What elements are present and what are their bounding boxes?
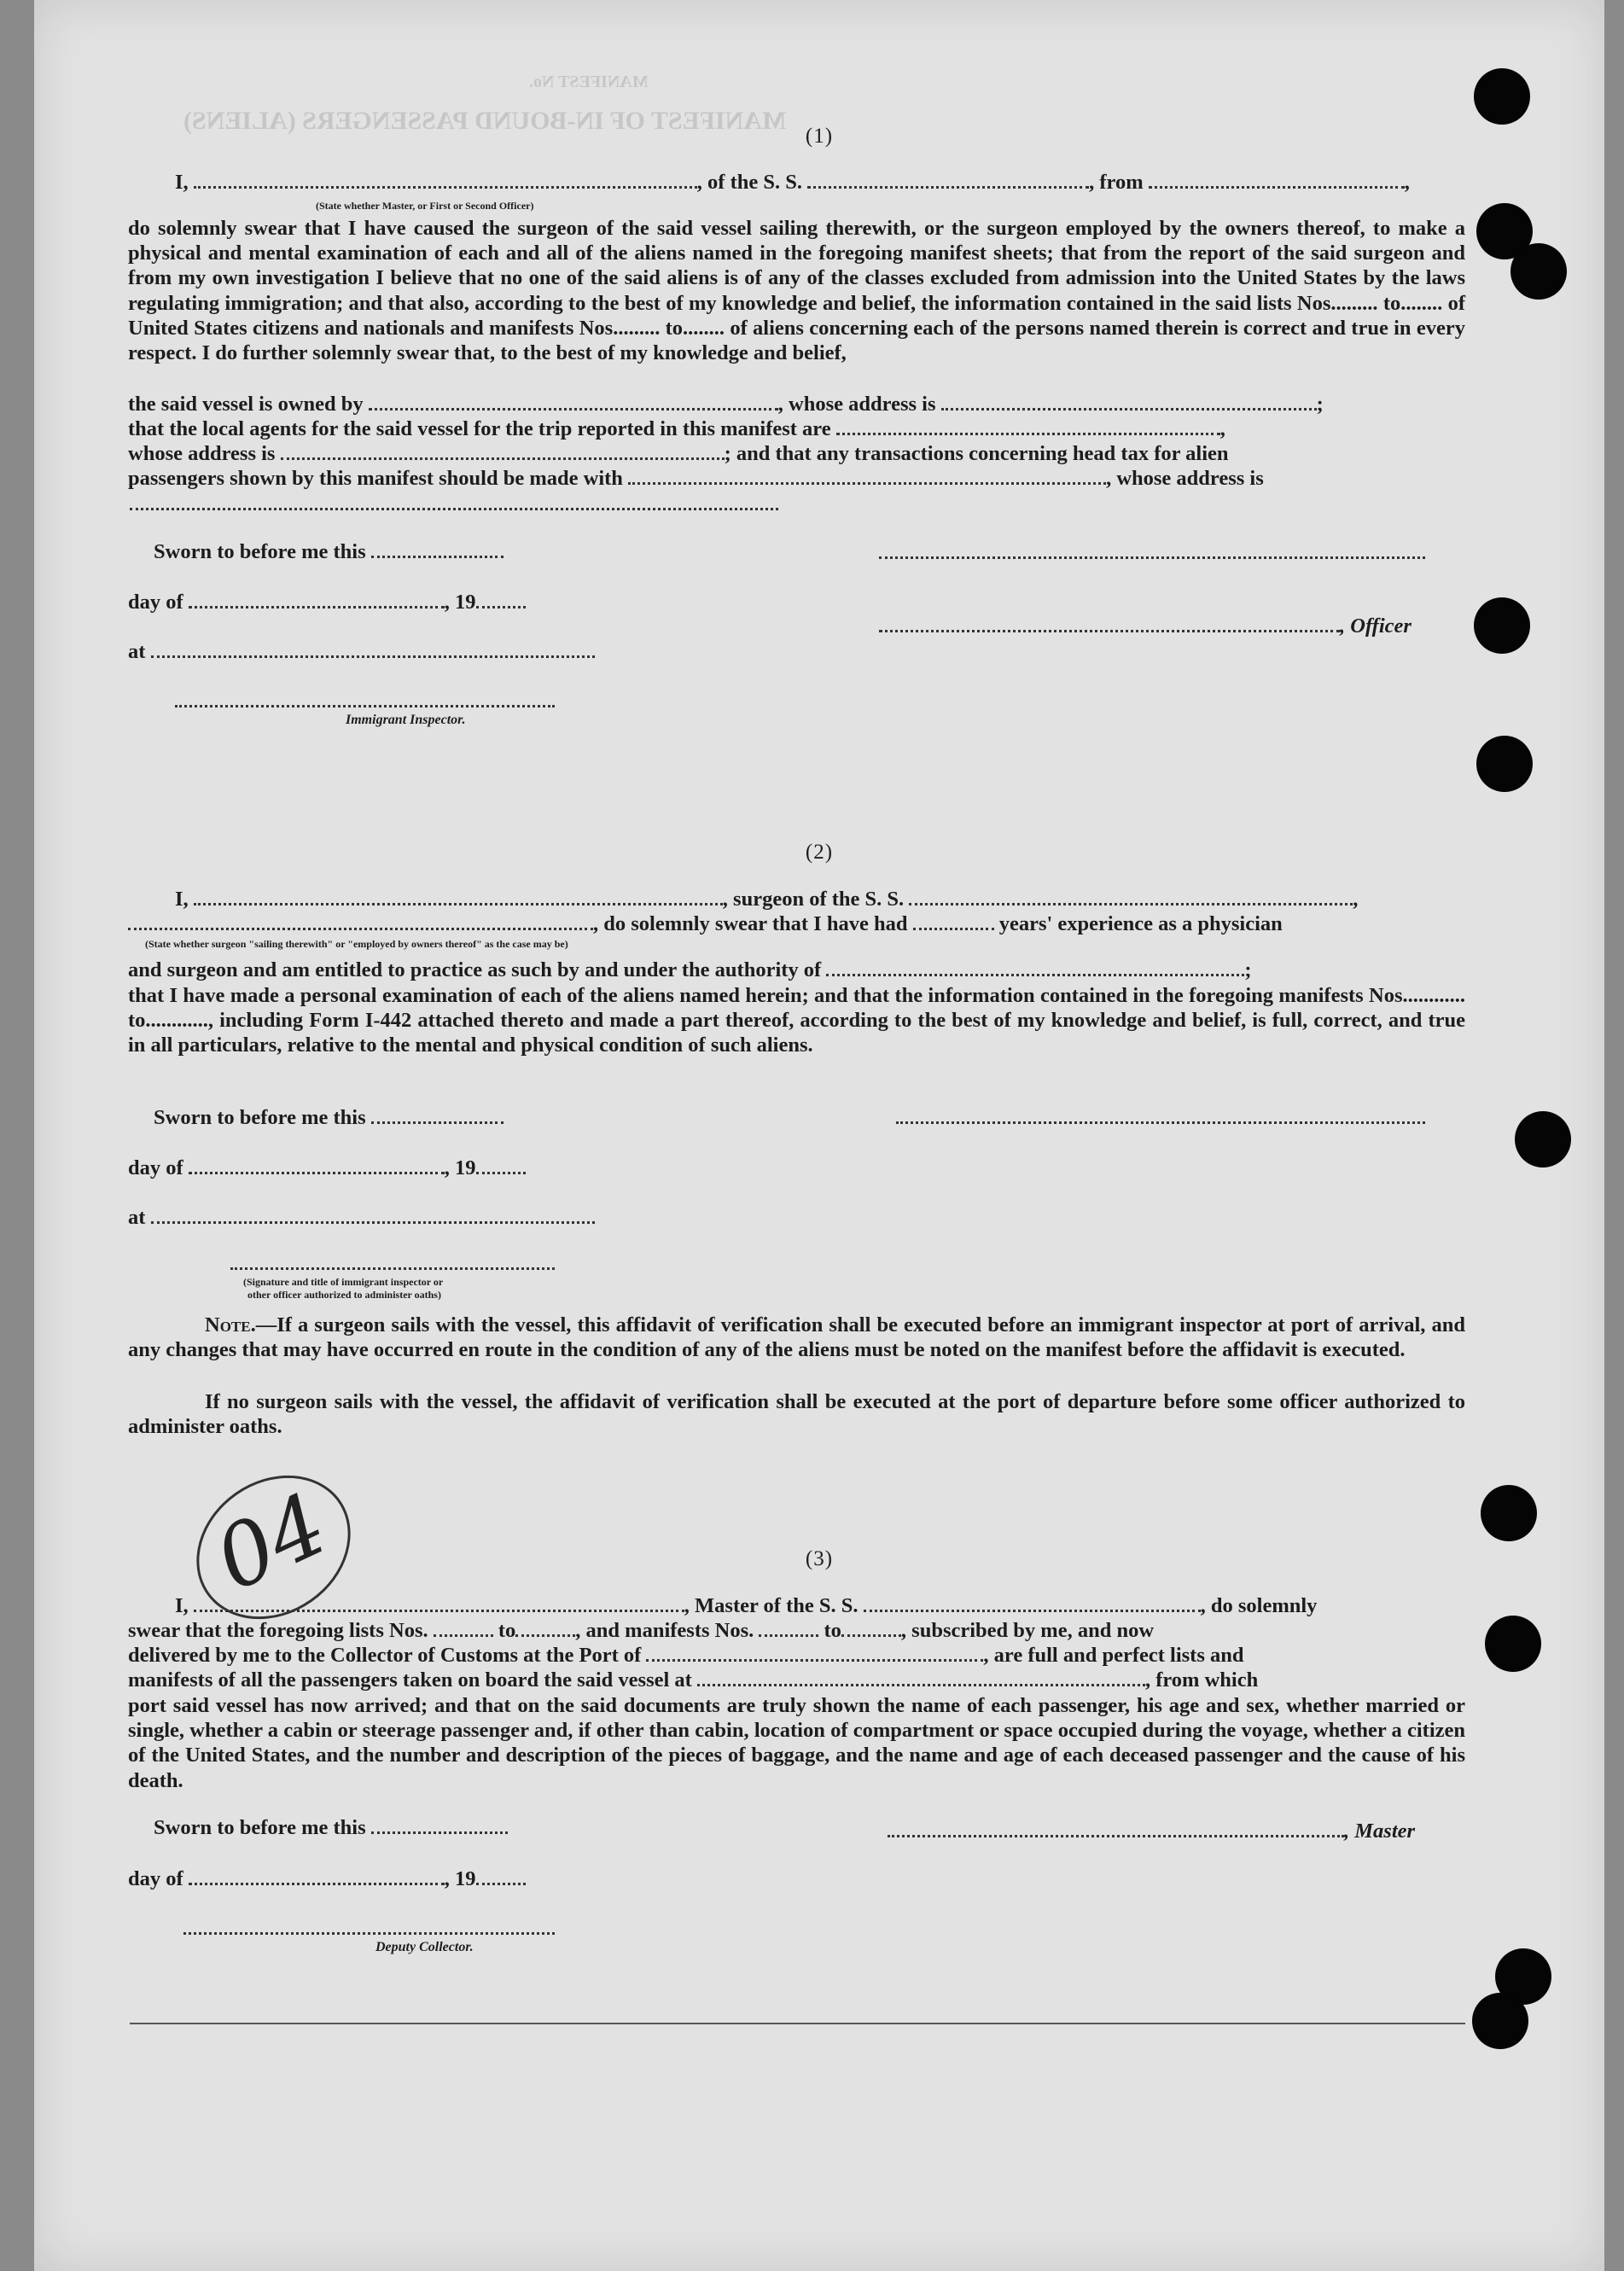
punch-hole xyxy=(1474,597,1530,654)
s2-day: day of , 19 xyxy=(128,1156,526,1180)
s1-inspector-sig xyxy=(175,705,555,708)
punch-hole xyxy=(1474,68,1530,125)
s1-line1: I, , of the S. S. , from , xyxy=(175,171,1410,194)
s2-sig-note-1: (Signature and title of immigrant inspector or xyxy=(243,1276,444,1288)
bottom-rule xyxy=(130,2023,1465,2024)
punch-hole xyxy=(1476,736,1533,792)
s1-address-blank xyxy=(130,508,778,510)
s3-sworn: Sworn to before me this xyxy=(154,1816,508,1840)
s2-authority-line: and surgeon and am entitled to practice as such by and under the authority of ; xyxy=(128,958,1252,981)
punch-hole xyxy=(1472,1993,1528,2049)
s3-collector-label: Deputy Collector. xyxy=(375,1940,474,1954)
manifest-reverse-page xyxy=(34,0,1604,2271)
s1-day: day of , 19 xyxy=(128,591,526,614)
s3-line1: I, , Master of the S. S. , do solemnly xyxy=(175,1594,1318,1617)
s1-passengers-line: passengers shown by this manifest should be made with , whose address is xyxy=(128,467,1264,490)
s2-line1: I, , surgeon of the S. S. , xyxy=(175,888,1359,911)
s2-line2: , do solemnly swear that I have had years' experience as a physician xyxy=(128,912,1283,936)
s1-agents-line: that the local agents for the said vessel for the trip reported in this manifest are , xyxy=(128,417,1225,440)
s2-paragraph: that I have made a personal examination of each of the aliens named herein; and that the information contained in the foregoing manifests Nos............ to............, including Form I-442 attached thereto and made a part thereof, according to the best of my knowledge and belief, is full, correct, and true in all particulars, relative to the mental and physical condition of such aliens. xyxy=(128,984,1465,1057)
s1-sig-line-top xyxy=(879,556,1425,559)
punch-hole xyxy=(1485,1616,1541,1672)
s3-line4: manifests of all the passengers taken on board the said vessel at , from which xyxy=(128,1668,1259,1692)
s1-officer-sig: , Officer xyxy=(879,614,1412,638)
punch-hole xyxy=(1515,1111,1571,1168)
s3-paragraph: port said vessel has now arrived; and that on the said documents are truly shown the name of each passenger, his age and sex, whether married or single, whether a cabin or steerage passenger and, if other than cabin, location of compartment or space occupied during the voyage, whether a citizen of the United States, and the number and description of the pieces of baggage, and the name and age of each deceased passenger and the cause of his death. xyxy=(128,1694,1465,1792)
s1-inspector-label: Immigrant Inspector. xyxy=(346,713,466,727)
s2-sworn: Sworn to before me this xyxy=(154,1106,503,1130)
handwritten-circled-number: 04 xyxy=(169,1446,379,1648)
s2-sig-line xyxy=(896,1121,1425,1124)
s3-day: day of , 19 xyxy=(128,1867,526,1891)
bleed-through-title: MANIFEST OF IN-BOUND PASSENGERS (ALIENS) xyxy=(183,107,787,135)
punch-hole xyxy=(1481,1485,1537,1541)
s1-paragraph: do solemnly swear that I have caused the surgeon of the said vessel sailing therewith, or the surgeon employed by the owners thereof, to make a physical and mental examination of each and all of the aliens named in the foregoing manifest sheets; that from the report of the said surgeon and from my own investigation I believe that no one of the said aliens is of any of the classes excluded from admission into the United States by the laws regulating immigration; and that also, according to the best of my knowledge and belief, the information contained in the said lists Nos......... to........ of United States citizens and nationals and manifests Nos......... to........ of aliens concerning each of the persons named therein is correct and true in every respect. I do further solemnly swear that, to the best of my knowledge and belief, xyxy=(128,217,1465,365)
s1-sworn: Sworn to before me this xyxy=(154,540,503,564)
s1-whose-line: whose address is ; and that any transactions concerning head tax for alien xyxy=(128,442,1229,465)
s2-sig-note-2: other officer authorized to administer oaths) xyxy=(247,1289,441,1301)
s2-surgeon-note: (State whether surgeon "sailing therewith" or "employed by owners thereof" as the case may be) xyxy=(145,938,568,950)
s1-at: at xyxy=(128,640,595,664)
bleed-through-top: MANIFEST No. xyxy=(529,73,649,91)
s2-at: at xyxy=(128,1206,595,1230)
s1-officer-note: (State whether Master, or First or Second Officer) xyxy=(316,200,534,212)
punch-hole xyxy=(1510,243,1567,300)
section-2-number: (2) xyxy=(805,841,834,864)
s3-collector-sig xyxy=(183,1932,555,1935)
s2-inspector-sig xyxy=(230,1267,555,1270)
s2-note-2: If no surgeon sails with the vessel, the affidavit of verification shall be executed at the port of departure before some officer authorized to administer oaths. xyxy=(128,1390,1465,1439)
s3-line2: swear that the foregoing lists Nos. to , and manifests Nos. to , subscribed by me, and now xyxy=(128,1619,1155,1642)
section-1-number: (1) xyxy=(805,125,834,148)
s3-line3: delivered by me to the Collector of Customs at the Port of , are full and perfect lists and xyxy=(128,1644,1244,1667)
s3-master-sig: , Master xyxy=(888,1820,1415,1843)
section-3-number: (3) xyxy=(805,1547,834,1570)
s2-note-1: Note.—If a surgeon sails with the vessel, this affidavit of verification shall be executed before an immigrant inspector at port of arrival, and any changes that may have occurred en route in the condition of any of the aliens must be noted on the manifest before the affidavit is executed. xyxy=(128,1313,1465,1362)
s1-owned-line: the said vessel is owned by , whose address is ; xyxy=(128,393,1324,416)
